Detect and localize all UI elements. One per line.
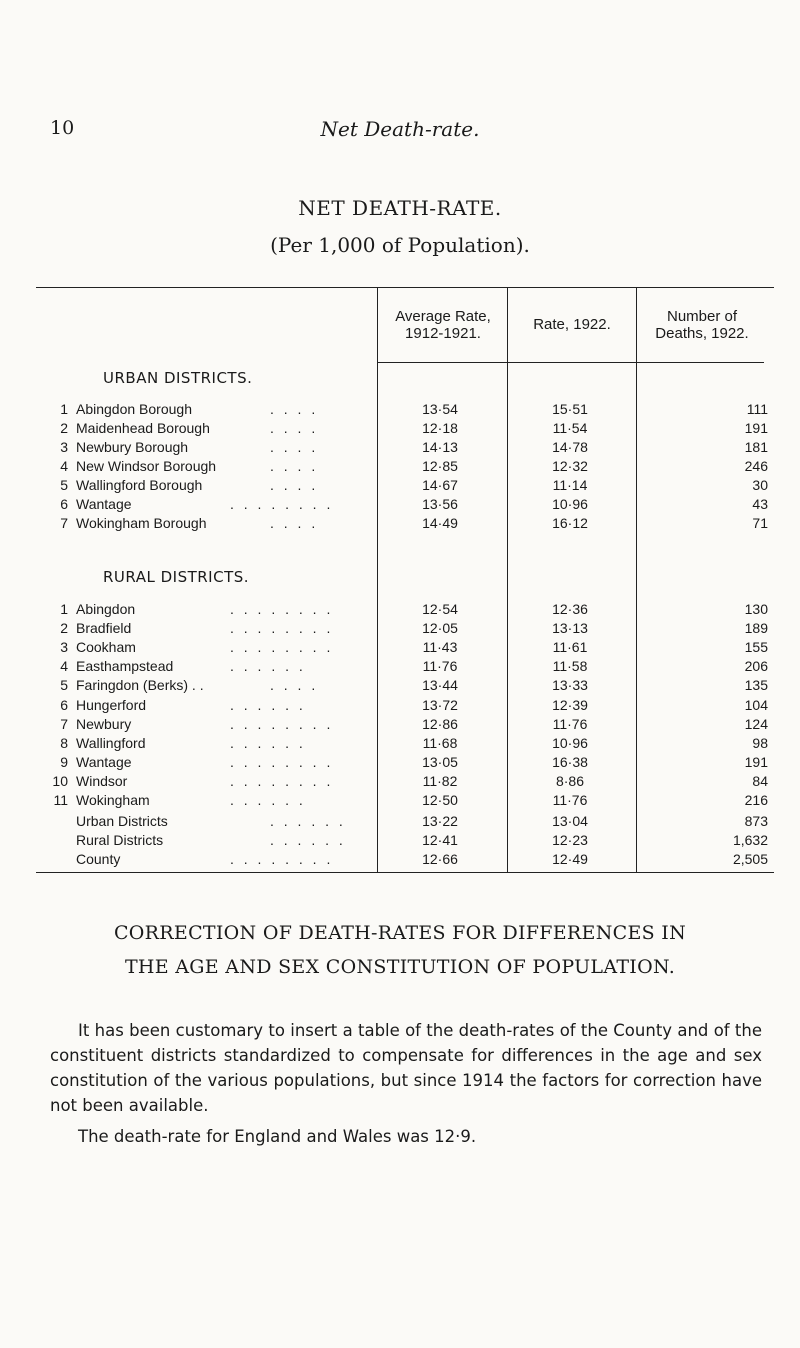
average-rate-cell: 12·05 xyxy=(422,620,458,637)
deaths-cell: 191 xyxy=(744,420,768,436)
leader-dots: . . . . . . . . xyxy=(230,496,334,512)
average-rate-cell: 11·68 xyxy=(422,734,458,751)
deaths-cell: 155 xyxy=(744,639,768,656)
rate-1922-cell: 11·58 xyxy=(552,658,588,675)
rate-1922-cell: 12·23 xyxy=(552,832,588,848)
average-rate-cell: 12·86 xyxy=(422,715,458,732)
deaths-cell: 104 xyxy=(744,696,768,713)
leader-dots: . . . . . . . . xyxy=(230,851,334,867)
deaths-cell: 2,505 xyxy=(732,851,768,867)
district-name: Wantage xyxy=(76,753,132,770)
average-rate-cell: 14·49 xyxy=(422,515,458,531)
row-number: 9 xyxy=(60,753,68,770)
average-rate-cell: 12·85 xyxy=(422,458,458,474)
deaths-cell: 246 xyxy=(744,458,768,474)
row-number: 7 xyxy=(60,515,68,531)
row-number: 2 xyxy=(60,420,68,436)
district-name: Maidenhead Borough xyxy=(76,420,210,436)
rate-1922-cell: 8·86 xyxy=(555,772,585,789)
rate-1922-cell: 13·13 xyxy=(552,620,588,637)
leader-dots: . . . . xyxy=(270,439,319,455)
deaths-cell: 206 xyxy=(744,658,768,675)
leader-dots: . . . . xyxy=(270,458,319,474)
district-name: Easthampstead xyxy=(76,658,174,675)
row-number: 1 xyxy=(60,601,68,617)
deaths-cell: 43 xyxy=(752,496,768,512)
row-number: 3 xyxy=(60,639,68,656)
row-number: 4 xyxy=(60,658,68,675)
deaths-cell: 873 xyxy=(744,813,768,829)
rate-1922-cell: 15·51 xyxy=(552,401,588,417)
row-number: 3 xyxy=(60,439,68,455)
average-rate-cell: 13·54 xyxy=(422,401,458,417)
table-bottom-rule xyxy=(36,872,774,873)
deaths-cell: 1,632 xyxy=(732,832,768,848)
row-number: 2 xyxy=(60,620,68,637)
table-row xyxy=(0,697,800,716)
table-row xyxy=(0,792,800,811)
district-name: Abingdon Borough xyxy=(76,401,192,417)
district-name: Hungerford xyxy=(76,696,147,713)
england-wales-rate: The death-rate for England and Wales was 12·9. xyxy=(78,1127,477,1146)
district-name: County xyxy=(76,851,121,867)
district-name: New Windsor Borough xyxy=(76,458,217,474)
district-name: Abingdon xyxy=(76,601,136,617)
row-number: 5 xyxy=(60,677,68,694)
table-row xyxy=(0,458,800,477)
deaths-cell: 71 xyxy=(752,515,768,531)
average-rate-cell: 14·13 xyxy=(422,439,458,455)
leader-dots: . . . . . . xyxy=(230,658,306,675)
rate-1922-cell: 11·54 xyxy=(552,420,588,436)
leader-dots: . . . . . . xyxy=(230,792,306,808)
table-row xyxy=(0,813,800,832)
deaths-cell: 189 xyxy=(744,620,768,637)
average-rate-cell: 13·72 xyxy=(422,696,458,713)
table-row xyxy=(0,420,800,439)
leader-dots: . . . . . . . . xyxy=(230,772,334,789)
table-top-rule xyxy=(36,287,774,288)
row-number: 5 xyxy=(60,477,68,493)
table-row xyxy=(0,639,800,658)
average-rate-cell: 13·56 xyxy=(422,496,458,512)
table-row xyxy=(0,658,800,677)
table-row xyxy=(0,716,800,735)
deaths-cell: 98 xyxy=(752,734,768,751)
row-number: 6 xyxy=(60,496,68,512)
rate-1922-cell: 11·76 xyxy=(552,715,588,732)
rate-1922-cell: 10·96 xyxy=(552,734,588,751)
urban-heading: URBAN DISTRICTS. xyxy=(103,369,253,387)
deaths-cell: 111 xyxy=(746,401,768,417)
district-name: Rural Districts xyxy=(76,832,164,848)
district-name: Urban Districts xyxy=(76,813,168,829)
table-row xyxy=(0,439,800,458)
table-row xyxy=(0,832,800,851)
row-number: 8 xyxy=(60,734,68,751)
leader-dots: . . . . xyxy=(270,477,319,493)
row-number: 11 xyxy=(53,792,68,808)
average-rate-cell: 14·67 xyxy=(422,477,458,493)
row-number: 6 xyxy=(60,696,68,713)
deaths-cell: 191 xyxy=(744,753,768,770)
running-head: Net Death-rate. xyxy=(320,117,480,141)
district-name: Newbury Borough xyxy=(76,439,189,455)
table-row xyxy=(0,677,800,696)
average-rate-cell: 13·05 xyxy=(422,753,458,770)
deaths-cell: 84 xyxy=(752,772,768,789)
leader-dots: . . . . . . xyxy=(230,734,306,751)
correction-heading xyxy=(0,916,800,984)
rate-1922-cell: 12·36 xyxy=(552,601,588,617)
district-name: Wokingham Borough xyxy=(76,515,207,531)
rate-1922-cell: 13·33 xyxy=(552,677,588,694)
leader-dots: . . . . . . . . xyxy=(230,620,334,637)
deaths-cell: 124 xyxy=(744,715,768,732)
table-row xyxy=(0,851,800,870)
rate-1922-cell: 12·49 xyxy=(552,851,588,867)
table-subtitle: (Per 1,000 of Population). xyxy=(270,233,530,257)
leader-dots: . . . . xyxy=(270,420,319,436)
average-rate-cell: 11·76 xyxy=(422,658,458,675)
leader-dots: . . . . xyxy=(270,401,319,417)
leader-dots: . . . . . . . . xyxy=(230,639,334,656)
column-header-rate: Rate, 1922. xyxy=(533,316,611,333)
rural-heading: RURAL DISTRICTS. xyxy=(103,568,250,586)
leader-dots: . . . . . . xyxy=(270,813,346,829)
rate-1922-cell: 13·04 xyxy=(552,813,588,829)
leader-dots: . . . . . . . . xyxy=(230,601,334,617)
average-rate-cell: 12·41 xyxy=(422,832,458,848)
leader-dots: . . . . xyxy=(270,677,319,694)
rate-1922-cell: 12·32 xyxy=(552,458,588,474)
average-rate-cell: 13·22 xyxy=(422,813,458,829)
table-row xyxy=(0,735,800,754)
rate-1922-cell: 16·38 xyxy=(552,753,588,770)
average-rate-cell: 12·66 xyxy=(422,851,458,867)
rate-1922-cell: 11·61 xyxy=(552,639,588,656)
district-name: Wantage xyxy=(76,496,132,512)
deaths-cell: 181 xyxy=(744,439,768,455)
column-header-average: Average Rate, 1912-1921. xyxy=(395,308,491,342)
table-header-rule xyxy=(378,362,764,363)
district-name: Wallingford xyxy=(76,734,146,751)
table-row xyxy=(0,401,800,420)
row-number: 1 xyxy=(60,401,68,417)
rate-1922-cell: 16·12 xyxy=(552,515,588,531)
leader-dots: . . . . . . . . xyxy=(230,753,334,770)
rate-1922-cell: 14·78 xyxy=(552,439,588,455)
page-number: 10 xyxy=(50,117,75,139)
rate-1922-cell: 10·96 xyxy=(552,496,588,512)
table-row xyxy=(0,754,800,773)
district-name: Cookham xyxy=(76,639,136,656)
district-name: Wokingham xyxy=(76,792,150,808)
table-title: NET DEATH-RATE. xyxy=(298,196,502,220)
average-rate-cell: 11·43 xyxy=(422,639,458,656)
rate-1922-cell: 11·14 xyxy=(552,477,588,493)
leader-dots: . . . . . . . . xyxy=(230,715,334,732)
table-row xyxy=(0,773,800,792)
average-rate-cell: 13·44 xyxy=(422,677,458,694)
column-header-deaths: Number of Deaths, 1922. xyxy=(655,308,749,342)
leader-dots: . . . . . . xyxy=(270,832,346,848)
district-name: Windsor xyxy=(76,772,128,789)
table-row xyxy=(0,620,800,639)
leader-dots: . . . . xyxy=(270,515,319,531)
deaths-cell: 30 xyxy=(752,477,768,493)
correction-paragraph: It has been customary to insert a table of the death-rates of the County and of the constituent districts standardized to compensate for differences in the age and sex constitution of the various populations, but since 1914 the factors for correction have not been available. xyxy=(50,1021,762,1115)
district-name: Wallingford Borough xyxy=(76,477,203,493)
correction-heading-line-1: CORRECTION OF DEATH-RATES FOR DIFFERENCES IN xyxy=(113,922,687,944)
table-row xyxy=(0,601,800,620)
average-rate-cell: 12·54 xyxy=(422,601,458,617)
row-number: 4 xyxy=(60,458,68,474)
row-number: 10 xyxy=(52,772,68,789)
leader-dots: . . . . . . xyxy=(230,696,306,713)
rate-1922-cell: 12·39 xyxy=(552,696,588,713)
deaths-cell: 135 xyxy=(744,677,768,694)
correction-heading-line-2: THE AGE AND SEX CONSTITUTION OF POPULATION. xyxy=(124,956,676,978)
table-row xyxy=(0,496,800,515)
table-row xyxy=(0,477,800,496)
district-name: Newbury xyxy=(76,715,132,732)
average-rate-cell: 12·50 xyxy=(422,792,458,808)
rate-1922-cell: 11·76 xyxy=(552,792,588,808)
table-row xyxy=(0,515,800,534)
district-name: Bradfield xyxy=(76,620,132,637)
district-name: Faringdon (Berks) . . xyxy=(76,677,204,694)
row-number: 7 xyxy=(60,715,68,732)
deaths-cell: 130 xyxy=(744,601,768,617)
deaths-cell: 216 xyxy=(744,792,768,808)
average-rate-cell: 11·82 xyxy=(422,772,458,789)
average-rate-cell: 12·18 xyxy=(422,420,458,436)
